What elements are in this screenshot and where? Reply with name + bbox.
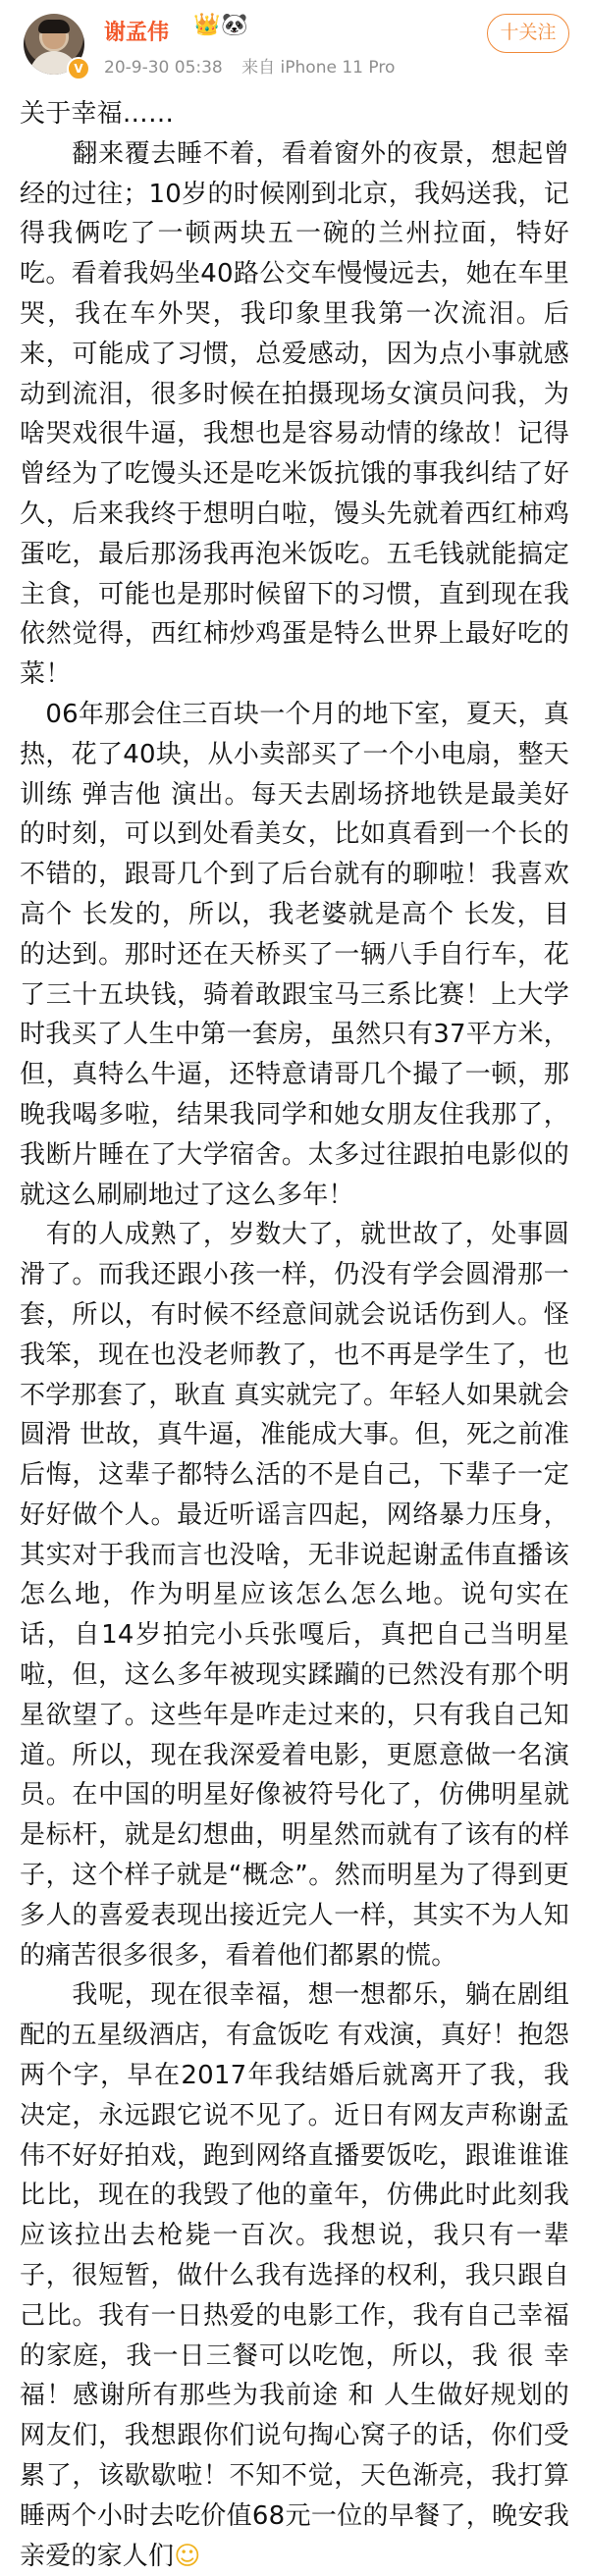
post-paragraph-text: 我呢，现在很幸福，想一想都乐，躺在剧组配的五星级酒店，有盒饭吃 有戏演，真好！抱怨两个字，早在2017年我结婚后就离开了我，我决定，永远跟它说不见了。近日有网友声称谢孟伟不好好拍戏，跑到网络直播要饭吃，跟谁谁谁比比，现在的我毁了他的童年，仿佛此时此刻我应该拉出去枪毙一百次。我想说，我只有一辈子，很短暂，做什么我有选择的权利，我只跟自己比。我有一日热爱的电影工作，我有自己幸福的家庭，我一日三餐可以吃饱，所以，我 很 幸 福！感谢所有那些为我前途 和 人生做好规划的网友们，我想跟你们说句掏心窝子的话，你们受累了，该歇歇啦！不知不觉，天色渐亮，我打算睡两个小时去吃价值68元一位的早餐了，晚安我亲爱的家人们	[20, 1980, 569, 2571]
post-header	[0, 0, 589, 94]
post-paragraph: 翻来覆去睡不着，看着窗外的夜景，想起曾经的过往；10岁的时候刚到北京，我妈送我，记得我俩吃了一顿两块五一碗的兰州拉面，特好吃。看着我妈坐40路公交车慢慢远去，她在车里哭，我在车外哭，我印象里我第一次流泪。后来，可能成了习惯，总爱感动，因为点小事就感动到流泪，很多时候在拍摄现场女演员问我，为啥哭戏很牛逼，我想也是容易动情的缘故！记得曾经为了吃馒头还是吃米饭抗饿的事我纠结了好久，后来我终于想明白啦，馒头先就着西红柿鸡蛋吃，最后那汤我再泡米饭吃。五毛钱就能搞定主食，可能也是那时候留下的习惯，直到现在我依然觉得，西红柿炒鸡蛋是特么世界上最好吃的菜！	[20, 138, 569, 690]
follow-button[interactable]: 十关注	[487, 14, 569, 53]
avatar-hair	[38, 20, 70, 33]
post-source: 来自 iPhone 11 Pro	[241, 58, 396, 78]
panda-icon: 🐼	[221, 13, 248, 37]
post-meta	[104, 53, 408, 78]
crown-icon: 👑	[193, 13, 221, 37]
author-name[interactable]: 谢孟伟	[104, 21, 170, 45]
post-body	[20, 94, 569, 2576]
post-paragraph: 06年那会住三百块一个月的地下室，夏天，真热，花了40块，从小卖部买了一个小电扇，整天训练 弹吉他 演出。每天去剧场挤地铁是最美好的时刻，可以到处看美女，比如真看到一个长的不错的，跟哥几个到了后台就有的聊啦！我喜欢高个 长发的，所以，我老婆就是高个 长发，目的达到。那时还在天桥买了一辆八手自行车，花了三十五块钱，骑着敢跟宝马三系比赛！上大学时我买了人生中第一套房，虽然只有37平方米，但，真特么牛逼，还特意请哥几个撮了一顿，那晚我喝多啦，结果我同学和她女朋友住我那了，我断片睡在了大学宿舍。太多过往跟拍电影似的就这么刷刷地过了这么多年！	[20, 699, 569, 1210]
post-title: 关于幸福……	[20, 99, 175, 129]
verified-icon: V	[67, 57, 90, 80]
post-timestamp: 20-9-30 05:38	[104, 58, 223, 78]
post-paragraph: 有的人成熟了，岁数大了，就世故了，处事圆滑了。而我还跟小孩一样，仍没有学会圆滑那一套，所以，有时候不经意间就会说话伤到人。怪我笨，现在也没老师教了，也不再是学生了，也不学那套了，耿直 真实就完了。年轻人如果就会圆滑 世故，真牛逼，准能成大事。但，死之前准后悔，这辈子都特么活的不是自己，下辈子一定好好做个人。最近听谣言四起，网络暴力压身，其实对于我而言也没啥，无非说起谢孟伟直播该怎么地，作为明星应该怎么怎么地。说句实在话，自14岁拍完小兵张嘎后，真把自己当明星啦，但，这么多年被现实蹂躏的已然没有那个明星欲望了。这些年是咋走过来的，只有我自己知道。所以，现在我深爱着电影，更愿意做一名演员。在中国的明星好像被符号化了，仿佛明星就是标杆，就是幻想曲，明星然而就有了该有的样子，这个样子就是“概念”。然而明星为了得到更多人的喜爱表现出接近完人一样，其实不为人知的痛苦很多很多，看着他们都累的慌。	[20, 1220, 569, 1971]
post-paragraph-last	[20, 1975, 569, 2576]
smile-emoji-icon: ☺	[174, 2541, 201, 2571]
